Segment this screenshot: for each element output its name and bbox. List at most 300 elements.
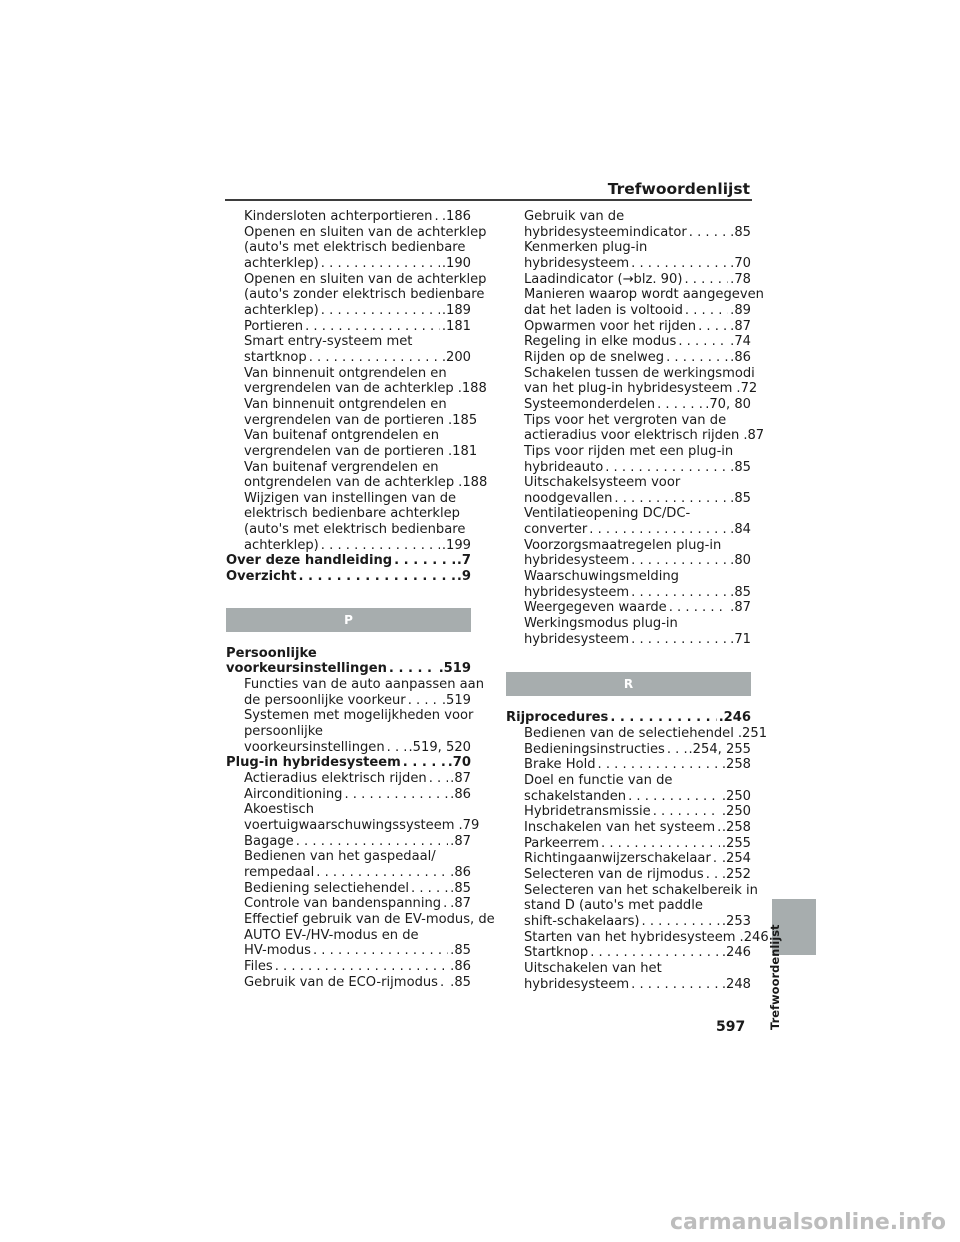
entry-term: stand D (auto's met paddle (524, 898, 703, 914)
entry-line (524, 397, 751, 413)
entry-term: Doel en functie van de (524, 773, 673, 788)
page-reference: .246 (718, 710, 751, 726)
entry-line (524, 475, 751, 491)
k-entries (226, 209, 488, 553)
entry-term: vergrendelen van de portieren (244, 412, 444, 428)
entry-term: achterklep) (244, 537, 319, 553)
page-reference: .86 (450, 786, 471, 802)
page-reference: .189 (441, 302, 471, 318)
page-number: 597 (716, 1019, 746, 1035)
entry-term: Van buitenaf vergrendelen en (244, 459, 439, 475)
entry-line (244, 677, 485, 693)
dot-leader (394, 553, 455, 569)
index-sub-entry (506, 272, 751, 288)
page-reference: .9 (456, 569, 471, 585)
index-sub-entry (506, 287, 764, 318)
entry-line (244, 350, 471, 366)
entry-term: Bedienen van het gaspedaal/ (244, 849, 436, 865)
page-reference: .70, 80 (705, 396, 751, 412)
entry-term: voorkeursinstellingen (226, 661, 387, 677)
index-sub-entry (506, 319, 751, 335)
entry-line (524, 945, 751, 961)
o-entries (226, 553, 471, 584)
page-reference: .70 (447, 755, 471, 771)
index-main-entry (226, 646, 471, 677)
dot-leader (631, 977, 720, 993)
entry-term: hybridesysteem (524, 553, 630, 569)
index-main-entry (506, 710, 751, 726)
dot-leader (321, 538, 440, 554)
page-reference: .78 (730, 271, 751, 287)
dot-leader (440, 975, 448, 991)
index-column-left (226, 209, 495, 990)
entry-line (244, 319, 471, 335)
page-reference: .186 (441, 209, 471, 224)
entry-term: Systeemonderdelen (524, 396, 656, 412)
dot-leader (389, 661, 437, 677)
index-sub-entry (506, 851, 751, 867)
page-reference: .250 (721, 788, 751, 804)
entry-term: converter (524, 522, 588, 538)
page-reference: .85 (450, 974, 471, 990)
entry-term: Overzicht (226, 569, 297, 585)
entry-line (524, 491, 751, 507)
entry-line (244, 366, 471, 382)
entry-term: achterklep) (244, 255, 319, 271)
index-sub-entry (506, 929, 769, 946)
entry-term: persoonlijke (244, 724, 323, 740)
entry-term: (auto's met elektrisch bedienbare (244, 522, 466, 538)
entry-term: voorkeursinstellingen (244, 739, 385, 755)
page-reference: .519 (441, 692, 471, 708)
index-sub-entry (226, 428, 478, 459)
letter-heading-r: R (506, 672, 751, 696)
entry-line (524, 319, 751, 335)
index-sub-entry (226, 319, 471, 335)
entry-term: voertuigwaarschuwingssysteem (244, 817, 455, 833)
entry-term: Bedienen van de selectiehendel (524, 726, 734, 742)
entry-line (524, 522, 751, 538)
entry-term: Brake Hold (524, 757, 596, 773)
entry-line (226, 661, 471, 677)
entry-term: hybrideauto (524, 459, 604, 475)
entry-term: Laadindicator (→blz. 90) (524, 271, 683, 287)
p-continued-entries (506, 209, 765, 647)
entry-term: (auto's met elektrisch bedienbare (244, 240, 466, 256)
entry-term: Bedieningsinstructies (524, 741, 665, 757)
entry-line (524, 898, 751, 914)
entry-line (244, 240, 471, 256)
entry-term: noodgevallen (524, 490, 613, 506)
entry-term: actieradius voor elektrisch rijden (524, 428, 740, 444)
page-reference: .255 (721, 835, 751, 851)
dot-leader (678, 334, 728, 350)
entry-term: hybridesysteem (524, 255, 630, 271)
entry-term: Parkeerrem (524, 835, 600, 851)
entry-line (244, 443, 478, 460)
entry-line (244, 460, 471, 476)
entry-term: Bagage (244, 833, 294, 849)
entry-line (244, 522, 471, 538)
letter-heading-p: P (226, 608, 471, 632)
page-reference: .190 (441, 255, 471, 271)
entry-line (244, 381, 487, 397)
index-sub-entry (506, 334, 751, 350)
entry-term: rempedaal (244, 864, 315, 880)
entry-term: Selecteren van het schakelbereik in (524, 882, 758, 898)
entry-term: Opwarmen voor het rijden (524, 318, 697, 334)
dot-leader (653, 804, 720, 820)
entry-term: HV-modus (244, 943, 311, 959)
page-reference: .253 (721, 913, 751, 929)
page-reference: .188 (458, 475, 488, 491)
entry-term: Tips voor rijden met een plug-in (524, 443, 734, 459)
entry-term: Tips voor het vergroten van de (524, 412, 727, 428)
page-reference: .87 (730, 600, 751, 616)
entry-term: elektrisch bedienbare achterklep (244, 506, 460, 522)
entry-term: Portieren (244, 318, 304, 334)
entry-term: Van binnenuit ontgrendelen en (244, 396, 447, 412)
dot-leader (305, 319, 440, 335)
header-divider (225, 199, 752, 201)
entry-term: Manieren waarop wordt aangegeven (524, 287, 764, 303)
index-main-entry (226, 755, 471, 771)
entry-line (524, 820, 751, 836)
index-sub-entry (226, 959, 471, 975)
page-reference: .85 (730, 459, 751, 475)
entry-term: Werkingsmodus plug-in (524, 616, 678, 632)
entry-term: Voorzorgsmaatregelen plug-in (524, 537, 722, 553)
entry-term: Wijzigen van instellingen van de (244, 490, 457, 506)
dot-leader (657, 397, 703, 413)
index-sub-entry (506, 240, 751, 271)
index-sub-entry (226, 787, 471, 803)
page-reference: .185 (448, 412, 478, 428)
dot-leader (429, 771, 448, 787)
entry-line (226, 646, 471, 662)
entry-term: Effectief gebruik van de EV-modus, de (244, 911, 495, 927)
entry-line (524, 914, 751, 930)
entry-line (244, 959, 471, 975)
dot-leader (614, 491, 728, 507)
dot-leader (321, 256, 440, 272)
dot-leader (631, 256, 728, 272)
entry-term: Actieradius elektrisch rijden (244, 771, 427, 786)
dot-leader (689, 225, 728, 241)
index-sub-entry (226, 459, 488, 491)
entry-term: de persoonlijke voorkeur (244, 692, 406, 708)
entry-line (244, 975, 471, 991)
entry-line (524, 929, 769, 946)
index-sub-entry (226, 802, 480, 833)
entry-term: Richtingaanwijzerschakelaar (524, 851, 711, 867)
entry-line (244, 287, 485, 303)
page-reference: .87 (450, 771, 471, 786)
entry-line (524, 867, 751, 883)
index-sub-entry (226, 677, 485, 708)
entry-line (244, 865, 471, 881)
entry-term: ontgrendelen van de achterklep (244, 475, 455, 491)
chapter-side-label-text: Trefwoordenlijst (768, 924, 782, 1030)
dot-leader (344, 787, 448, 803)
page-reference: .89 (730, 302, 751, 318)
page-reference: .72 (736, 381, 758, 397)
entry-term: Persoonlijke (226, 645, 317, 661)
page-reference: .258 (721, 757, 751, 773)
entry-line (524, 616, 751, 632)
entry-term: van het plug-in hybridesysteem (524, 381, 733, 397)
index-main-entry (226, 553, 471, 569)
dot-leader (403, 755, 446, 771)
dot-leader (713, 851, 720, 867)
dot-leader (316, 865, 448, 881)
page-reference: .519, 520 (408, 739, 471, 755)
index-sub-entry (506, 616, 751, 647)
page-reference: .254 (721, 851, 751, 867)
page-reference: .188 (457, 381, 487, 397)
entry-line (524, 773, 751, 789)
entry-line (244, 771, 471, 787)
entry-line (244, 303, 471, 319)
p-main-2 (226, 755, 471, 771)
page-reference: .85 (730, 224, 751, 240)
page-reference: .87 (450, 833, 471, 849)
entry-line (524, 742, 751, 758)
entry-line (524, 506, 751, 522)
p-sub-2 (226, 771, 495, 990)
entry-term: hybridesysteem (524, 976, 630, 992)
dot-leader (669, 600, 728, 616)
entry-line (244, 271, 487, 288)
entry-term: Waarschuwingsmelding (524, 569, 679, 585)
entry-term: (auto's zonder elektrisch bedienbare (244, 287, 485, 303)
page-reference: .86 (730, 349, 751, 365)
index-sub-entry (226, 708, 474, 755)
page-reference: .86 (450, 958, 471, 974)
entry-line (244, 397, 471, 413)
index-sub-entry (226, 975, 471, 991)
entry-term: Openen en sluiten van de achterklep (244, 224, 487, 240)
dot-leader (684, 272, 728, 288)
entry-line (524, 209, 751, 225)
entry-line (524, 381, 758, 397)
entry-term: Ventilatieopening DC/DC- (524, 506, 691, 522)
entry-line (524, 789, 751, 805)
p-main-1 (226, 646, 471, 677)
index-main-entry (226, 569, 471, 585)
index-sub-entry (226, 334, 471, 365)
dot-leader (275, 959, 448, 975)
index-sub-entry (506, 867, 751, 883)
entry-line (244, 708, 474, 724)
page-reference: .246 (721, 945, 751, 961)
page-reference: .85 (450, 880, 471, 896)
entry-term: achterklep) (244, 302, 319, 318)
entry-term: hybridesysteem (524, 631, 630, 647)
entry-term: AUTO EV-/HV-modus en de (244, 927, 419, 943)
page-reference: .199 (441, 537, 471, 553)
entry-line (244, 740, 471, 756)
entry-term: hybridesysteem (524, 584, 630, 600)
entry-term: Regeling in elke modus (524, 334, 677, 350)
entry-line (524, 632, 751, 648)
index-sub-entry (226, 224, 487, 272)
dot-leader (601, 836, 720, 852)
entry-term: Uitschakelsysteem voor (524, 475, 681, 491)
watermark: carmanualsonline.info (670, 1210, 946, 1235)
entry-line (524, 225, 751, 241)
dot-leader (598, 757, 720, 773)
entry-line (244, 802, 471, 818)
page-reference: .79 (458, 817, 480, 833)
entry-line (524, 444, 751, 460)
index-sub-entry (226, 834, 471, 850)
index-sub-entry (506, 397, 751, 413)
entry-term: Bediening selectiehendel (244, 880, 410, 896)
page-reference: .84 (730, 522, 751, 538)
entry-line (524, 256, 751, 272)
dot-leader (631, 585, 728, 601)
entry-term: Gebruik van de ECO-rijmodus (244, 974, 439, 990)
page-reference: .87 (743, 428, 765, 444)
index-sub-entry (506, 961, 751, 992)
entry-line (524, 334, 751, 350)
entry-line (524, 553, 751, 569)
index-sub-entry (506, 600, 751, 616)
index-sub-entry (506, 538, 751, 569)
index-sub-entry (506, 804, 751, 820)
dot-leader (631, 632, 728, 648)
section-title: Trefwoordenlijst (607, 180, 750, 198)
dot-leader (706, 867, 720, 883)
entry-line (244, 209, 471, 225)
entry-term: Selecteren van de rijmodus (524, 866, 704, 882)
entry-line (524, 882, 758, 899)
page-reference: .74 (730, 334, 751, 350)
index-sub-entry (506, 506, 751, 537)
index-sub-entry (226, 365, 487, 397)
index-sub-entry (506, 350, 751, 366)
dot-leader (443, 896, 448, 912)
dot-leader (717, 820, 720, 836)
entry-line (244, 724, 471, 740)
page-reference: .200 (441, 349, 471, 365)
entry-line (244, 475, 488, 491)
r-sub-entries (506, 726, 769, 992)
entry-line (244, 928, 471, 944)
r-main (506, 710, 751, 726)
entry-line (244, 834, 471, 850)
entry-line (524, 726, 768, 742)
dot-leader (387, 740, 407, 756)
entry-line (524, 303, 751, 319)
page-reference: .87 (730, 318, 751, 334)
entry-term: Over deze handleiding (226, 553, 393, 569)
entry-line (244, 224, 487, 241)
index-sub-entry (226, 396, 478, 428)
index-sub-entry (226, 911, 495, 959)
dot-leader (408, 693, 440, 709)
entry-line (524, 600, 751, 616)
entry-term: Weergegeven waarde (524, 600, 667, 616)
entry-term: Startknop (524, 945, 589, 961)
entry-term: Controle van bandenspanning (244, 896, 442, 912)
entry-term: Kindersloten achterportieren (244, 209, 433, 224)
index-sub-entry (506, 475, 751, 506)
page-reference: .258 (721, 819, 751, 835)
dot-leader (411, 881, 448, 897)
index-sub-entry (506, 820, 751, 836)
index-sub-entry (506, 773, 751, 804)
index-sub-entry (226, 271, 487, 319)
entry-term: Rijprocedures (506, 710, 609, 726)
dot-leader (309, 350, 440, 366)
dot-leader (605, 460, 728, 476)
index-sub-entry (506, 742, 751, 758)
entry-term: Van buitenaf ontgrendelen en (244, 428, 440, 444)
entry-term: vergrendelen van de achterklep (244, 381, 454, 397)
dot-leader (296, 834, 448, 850)
entry-line (226, 569, 471, 585)
entry-line (244, 693, 471, 709)
page-reference: .7 (456, 553, 471, 569)
entry-term: Files (244, 958, 273, 974)
entry-line (226, 553, 471, 569)
page-reference: .248 (721, 976, 751, 992)
dot-leader (666, 350, 728, 366)
entry-term: Airconditioning (244, 786, 343, 802)
dot-leader (628, 789, 720, 805)
entry-line (244, 256, 471, 272)
entry-line (244, 412, 478, 429)
entry-line (244, 896, 471, 912)
dot-leader (590, 945, 720, 961)
entry-line (244, 881, 471, 897)
index-sub-entry (226, 881, 471, 897)
entry-line (506, 710, 751, 726)
entry-line (244, 911, 495, 928)
entry-term: Akoestisch (244, 802, 315, 818)
dot-leader (298, 569, 454, 585)
index-sub-entry (226, 896, 471, 912)
entry-line (524, 851, 751, 867)
dot-leader (642, 914, 720, 930)
index-sub-entry (506, 726, 768, 742)
dot-leader (685, 303, 728, 319)
entry-line (244, 943, 471, 959)
entry-line (524, 836, 751, 852)
entry-line (244, 787, 471, 803)
entry-line (524, 460, 751, 476)
page-reference: .85 (450, 943, 471, 959)
page-reference: .250 (721, 804, 751, 820)
index-sub-entry (506, 945, 751, 961)
entry-term: Hybridetransmissie (524, 804, 651, 820)
page-reference: .85 (730, 490, 751, 506)
entry-term: Starten van het hybridesysteem (524, 929, 736, 945)
page-reference: .86 (450, 864, 471, 880)
page-reference: .246 (739, 929, 769, 945)
page-reference: .252 (721, 866, 751, 882)
index-sub-entry (226, 771, 471, 787)
entry-term: Kenmerken plug-in (524, 240, 648, 256)
entry-term: startknop (244, 349, 307, 365)
chapter-side-label (760, 924, 786, 1030)
page-reference: .71 (730, 631, 751, 647)
page-reference: .181 (441, 318, 471, 334)
entry-term: Openen en sluiten van de achterklep (244, 271, 487, 287)
entry-term: schakelstanden (524, 788, 627, 804)
